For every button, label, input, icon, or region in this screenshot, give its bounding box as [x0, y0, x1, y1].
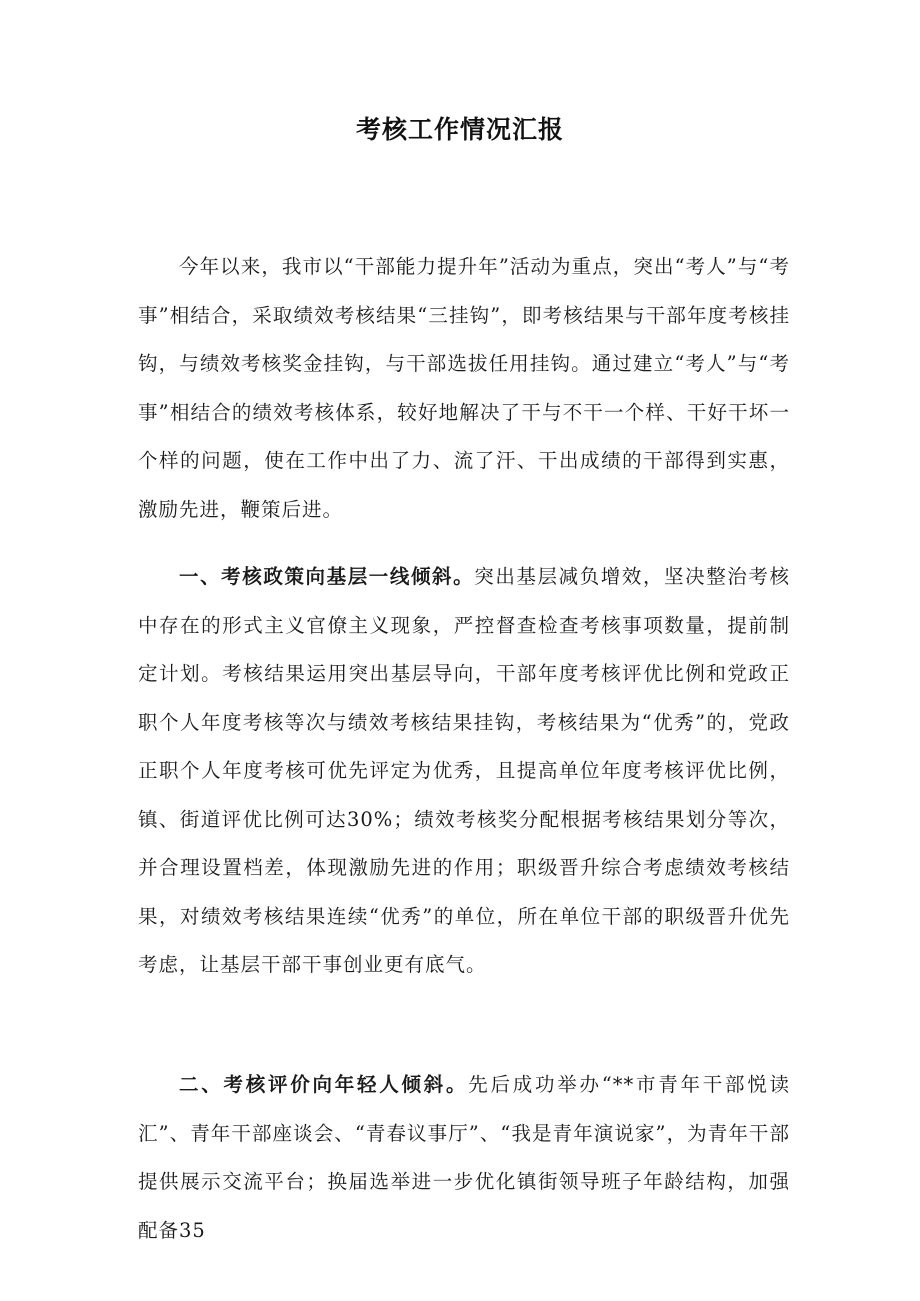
paragraph-section-2: [138, 1061, 790, 1255]
paragraph-intro-text: 今年以来，我市以“干部能力提升年”活动为重点，突出“考人”与“考事”相结合，采取绩效考核结果“三挂钩”，即考核结果与干部年度考核挂钩，与绩效考核奖金挂钩，与干部选拔任用挂钩。通过建立“考人”与“考事”相结合的绩效考核体系，较好地解决了干与不干一个样、干好干坏一个样的问题，使在工作中出了力、流了汗、干出成绩的干部得到实惠，激励先进，鞭策后进。: [138, 255, 790, 521]
section-2-heading: 二、考核评价向年轻人倾斜。: [179, 1073, 469, 1096]
paragraph-section-1: [138, 553, 790, 990]
section-2-text: 先后成功举办“**市青年干部悦读汇”、青年干部座谈会、“青春议事厅”、“我是青年演说家”，为青年干部提供展示交流平台；换届选举进一步优化镇街领导班子年龄结构，加强配备35: [138, 1073, 790, 1242]
section-1-heading: 一、考核政策向基层一线倾斜。: [179, 565, 475, 588]
section-1-text: 突出基层减负增效，坚决整治考核中存在的形式主义官僚主义现象，严控督查检查考核事项数量，提前制定计划。考核结果运用突出基层导向，干部年度考核评优比例和党政正职个人年度考核等次与绩效考核结果挂钩，考核结果为“优秀”的，党政正职个人年度考核可优先评定为优秀，且提高单位年度考核评优比例，镇、街道评优比例可达30%；绩效考核奖分配根据考核结果划分等次，并合理设置档差，体现激励先进的作用；职级晋升综合考虑绩效考核结果，对绩效考核结果连续“优秀”的单位，所在单位干部的职级晋升优先考虑，让基层干部干事创业更有底气。: [138, 565, 790, 976]
document-title: 考核工作情况汇报: [355, 115, 564, 144]
paragraph-intro: [138, 243, 790, 534]
